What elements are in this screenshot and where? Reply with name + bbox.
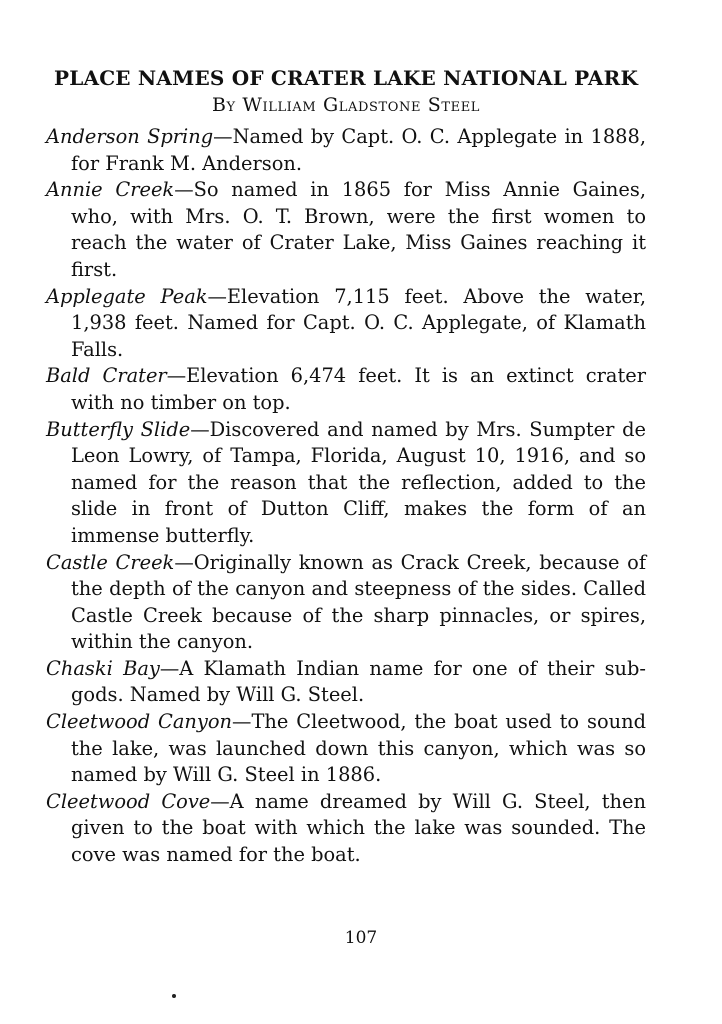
- entry-bald-crater: [46, 363, 646, 416]
- entry-butterfly-slide: [46, 417, 646, 550]
- entry-text: —A name dreamed by Will G. Steel, then given to the boat with which the lake was sounded. The cove was named for the boat.: [71, 789, 646, 867]
- entry-term: Butterfly Slide: [46, 417, 191, 441]
- entry-term: Cleetwood Canyon: [46, 710, 233, 734]
- entry-annie-creek: [46, 177, 646, 283]
- entry-term: Chaski Bay: [46, 656, 160, 680]
- entry-cleetwood-canyon: [46, 709, 646, 789]
- entry-text: —So named in 1865 for Miss Annie Gaines, who, with Mrs. O. T. Brown, were the first women to reach the water of Crater Lake, Miss Gaines reaching it first.: [71, 178, 646, 281]
- page-number: 107: [344, 928, 378, 948]
- entry-term: Anderson Spring: [46, 125, 214, 148]
- entry-term: Applegate Peak: [46, 284, 208, 308]
- entry-castle-creek: [46, 550, 646, 656]
- entry-applegate-peak: [46, 284, 646, 364]
- page-body: [46, 64, 646, 869]
- entry-term: Cleetwood Cove: [46, 789, 211, 813]
- entry-cleetwood-cove: [46, 789, 646, 869]
- page-title: PLACE NAMES OF CRATER LAKE NATIONAL PARK: [53, 66, 639, 90]
- entry-text: —Elevation 6,474 feet. It is an extinct crater with no timber on top.: [71, 364, 646, 414]
- entry-text: —A Klamath Indian name for one of their sub-gods. Named by Will G. Steel.: [71, 656, 646, 707]
- print-speck: [172, 994, 176, 998]
- entry-term: Annie Creek: [46, 178, 175, 202]
- entry-chaski-bay: [46, 656, 646, 709]
- entry-text: —Elevation 7,115 feet. Above the water, 1,938 feet. Named for Capt. O. C. Applegate, of Klamath Falls.: [71, 284, 647, 361]
- entry-text: —The Cleetwood, the boat used to sound the lake, was launched down this canyon, which was so named by Will G. Steel in 1886.: [71, 710, 647, 787]
- author-byline: By William Gladstone Steel: [211, 94, 481, 116]
- entry-text: —Named by Capt. O. C. Applegate in 1888, for Frank M. Anderson.: [71, 125, 646, 175]
- entry-anderson-spring: [46, 124, 646, 177]
- entry-term: Castle Creek: [46, 550, 175, 574]
- entry-text: —Originally known as Crack Creek, because of the depth of the canyon and steepness of the sides. Called Castle Creek because of the sharp pinnacles, or spires, within the canyon.: [71, 550, 646, 654]
- entry-term: Bald Crater: [46, 364, 167, 388]
- entry-text: —Discovered and named by Mrs. Sumpter de Leon Lowry, of Tampa, Florida, August 10, 1916, and so named for the reason that the reflection, added to the slide in front of Dutton Cliff, makes the form of an immense butterfly.: [71, 417, 646, 547]
